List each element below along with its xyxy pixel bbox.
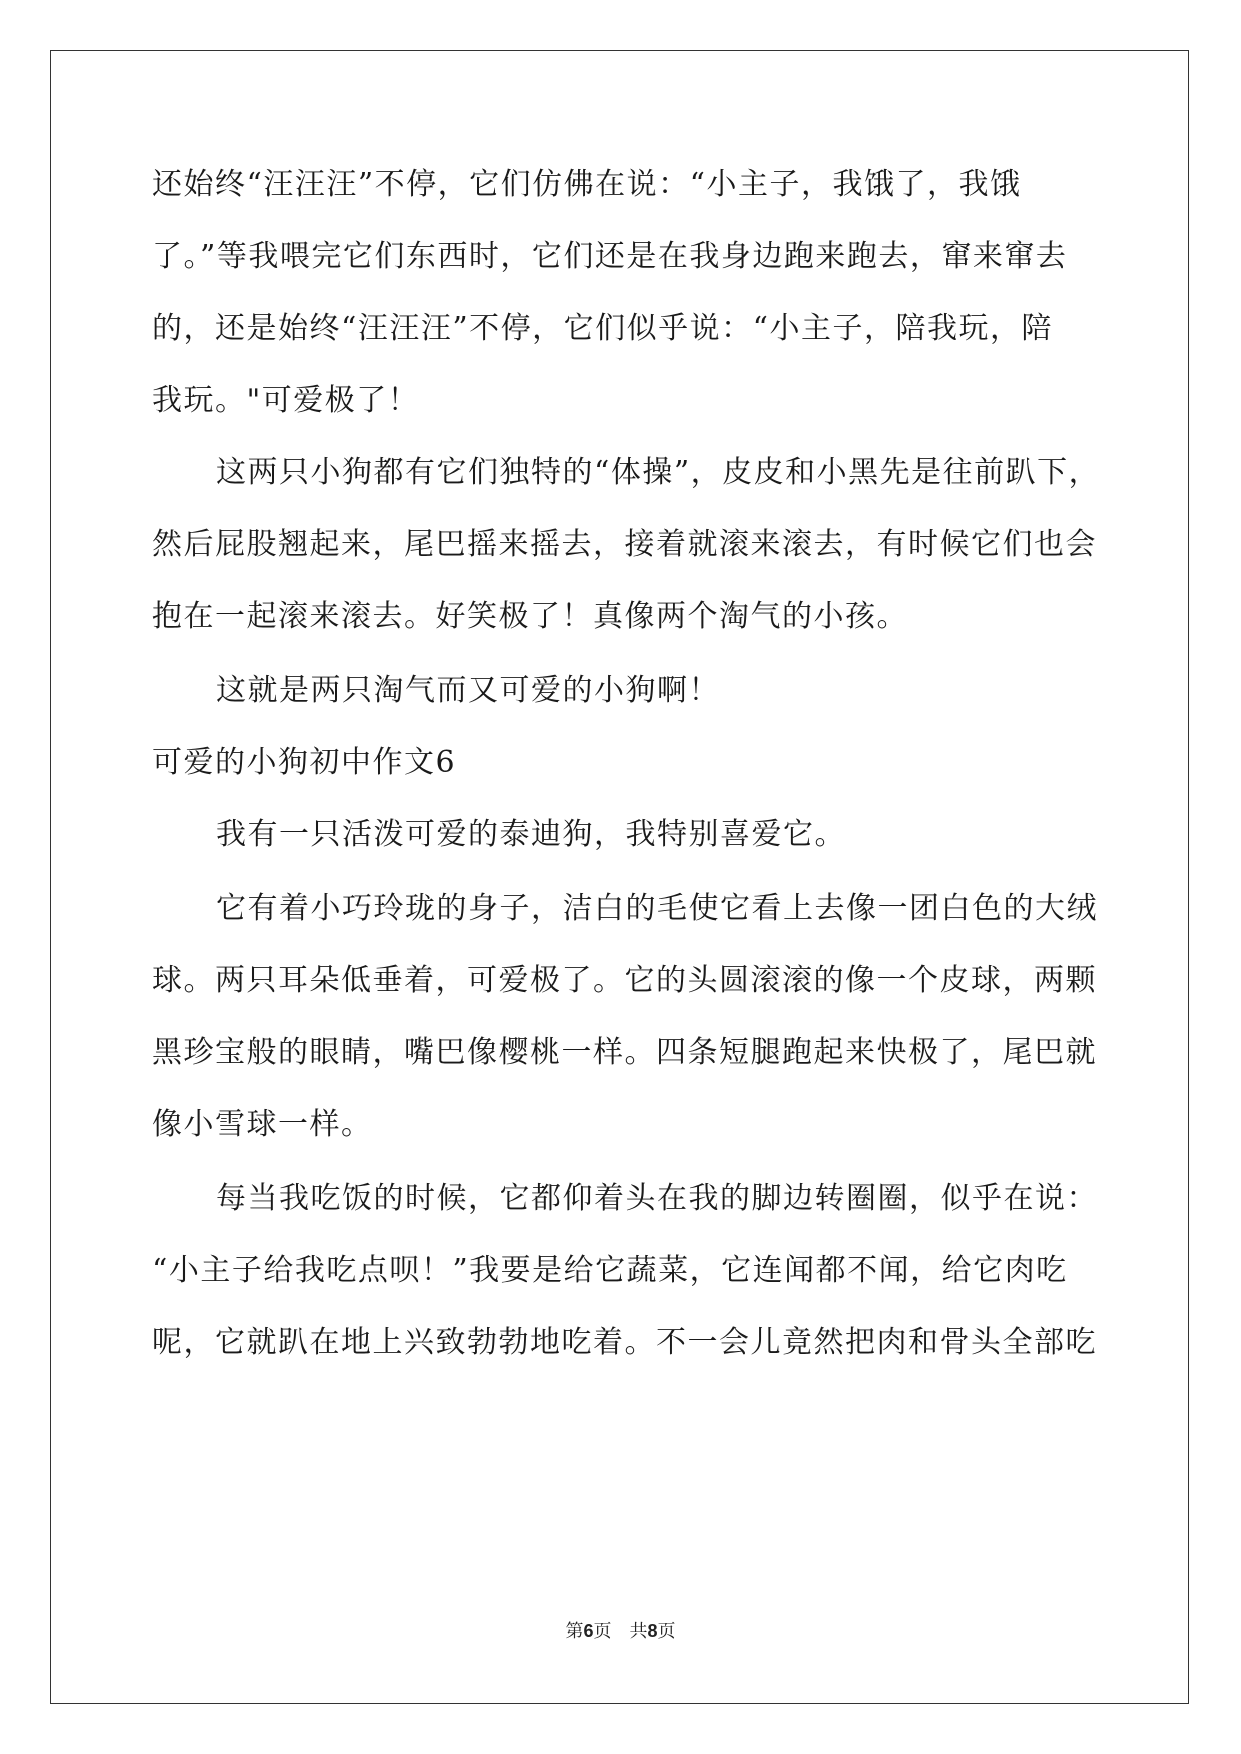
paragraph-start: 这两只小狗都有它们独特的“体操”，皮皮和小黑先是往前趴下， bbox=[216, 455, 1101, 490]
page-border bbox=[50, 50, 1189, 1704]
body-line: 球。两只耳朵低垂着，可爱极了。它的头圆滚滚的像一个皮球，两颗 bbox=[152, 963, 1097, 998]
paragraph-start: 我有一只活泼可爱的泰迪狗，我特别喜爱它。 bbox=[216, 817, 846, 852]
total-page-number: 8 bbox=[647, 1621, 658, 1641]
footer-middle: 页 共 bbox=[593, 1621, 648, 1642]
body-line: 了。”等我喂完它们东西时，它们还是在我身边跑来跑去，窜来窜去 bbox=[152, 239, 1068, 274]
body-line: 我玩。"可爱极了！ bbox=[152, 383, 420, 418]
page-footer bbox=[0, 1617, 1241, 1643]
paragraph-start: 每当我吃饭的时候，它都仰着头在我的脚边转圈圈，似乎在说： bbox=[216, 1181, 1098, 1216]
body-line: “小主子给我吃点呗！”我要是给它蔬菜，它连闻都不闻，给它肉吃 bbox=[152, 1253, 1068, 1288]
body-line: 的，还是始终“汪汪汪”不停，它们似乎说：“小主子，陪我玩，陪 bbox=[152, 311, 1054, 346]
body-line: 抱在一起滚来滚去。好笑极了！真像两个淘气的小孩。 bbox=[152, 599, 908, 634]
body-line: 然后屁股翘起来，尾巴摇来摇去，接着就滚来滚去，有时候它们也会 bbox=[152, 527, 1097, 562]
paragraph-start: 它有着小巧玲珑的身子，洁白的毛使它看上去像一团白色的大绒 bbox=[216, 891, 1098, 926]
body-line: 黑珍宝般的眼睛，嘴巴像樱桃一样。四条短腿跑起来快极了，尾巴就 bbox=[152, 1035, 1097, 1070]
current-page-number: 6 bbox=[583, 1621, 594, 1641]
body-line: 呢，它就趴在地上兴致勃勃地吃着。不一会儿竟然把肉和骨头全部吃 bbox=[152, 1325, 1097, 1360]
footer-prefix: 第 bbox=[565, 1621, 584, 1642]
body-line: 还始终“汪汪汪”不停，它们仿佛在说：“小主子，我饿了，我饿 bbox=[152, 167, 1022, 202]
paragraph-start: 这就是两只淘气而又可爱的小狗啊！ bbox=[216, 673, 720, 708]
footer-suffix: 页 bbox=[657, 1621, 676, 1642]
section-heading: 可爱的小狗初中作文6 bbox=[152, 745, 457, 780]
body-line: 像小雪球一样。 bbox=[152, 1107, 373, 1142]
